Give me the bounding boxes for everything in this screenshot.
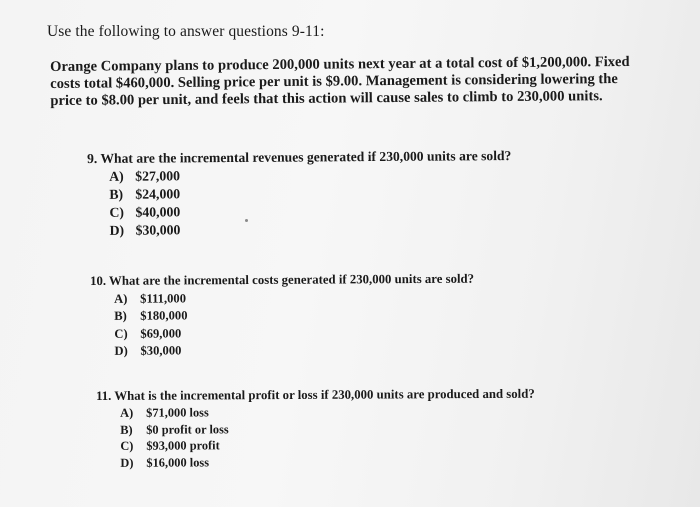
option-text: $93,000 profit [146,438,220,454]
answer-option-c [120,436,535,455]
option-text: $40,000 [135,204,181,220]
question-stem: 10. What are the incremental costs generated if 230,000 units are sold? [90,271,475,288]
option-letter: A) [120,405,134,420]
option-letter: D) [109,222,125,238]
option-letter: C) [109,204,125,220]
option-text: $71,000 loss [146,405,209,420]
option-letter: A) [114,291,128,306]
option-text: $0 profit or loss [146,421,229,437]
option-letter: B) [120,422,133,437]
passage-line: costs total $460,000. Selling price per unit is $9.00. Management is considering lowering the [50,71,618,92]
question-11 [96,386,535,472]
answer-option-d [120,453,535,472]
answer-option-c [114,323,474,343]
problem-passage [50,53,686,110]
option-text: $16,000 loss [146,455,210,470]
passage-line: price to $8.00 per unit, and feels that this action will cause sales to climb to 230,000 units. [50,88,603,109]
question-stem: 11. What is the incremental profit or loss if 230,000 units are produced and sold? [96,386,535,403]
answer-option-b [120,419,535,438]
answer-option-a [120,402,535,421]
instructions-heading: Use the following to answer questions 9-11: [47,23,325,40]
option-text: $24,000 [135,186,181,202]
option-letter: B) [109,186,124,202]
option-letter: B) [114,308,127,323]
option-text: $111,000 [140,290,187,306]
option-letter: C) [120,439,134,454]
option-text: $27,000 [135,168,181,184]
option-text: $30,000 [135,222,181,238]
option-letter: D) [114,343,128,358]
option-text: $69,000 [140,325,182,341]
option-text: $180,000 [140,308,188,323]
stray-mark [245,219,248,222]
question-10 [90,271,475,361]
option-letter: A) [109,168,124,184]
question-9 [87,147,512,240]
option-letter: D) [120,455,134,471]
answer-option-a [114,288,474,308]
option-letter: C) [114,326,128,341]
option-text: $30,000 [140,343,182,358]
answer-option-d [110,219,512,240]
answer-option-b [114,306,474,326]
passage-line: Orange Company plans to produce 200,000 units next year at a total cost of $1,200,000. Fixed [50,53,630,75]
answer-option-d [114,341,474,361]
question-stem: 9. What are the incremental revenues generated if 230,000 units are sold? [87,148,512,166]
